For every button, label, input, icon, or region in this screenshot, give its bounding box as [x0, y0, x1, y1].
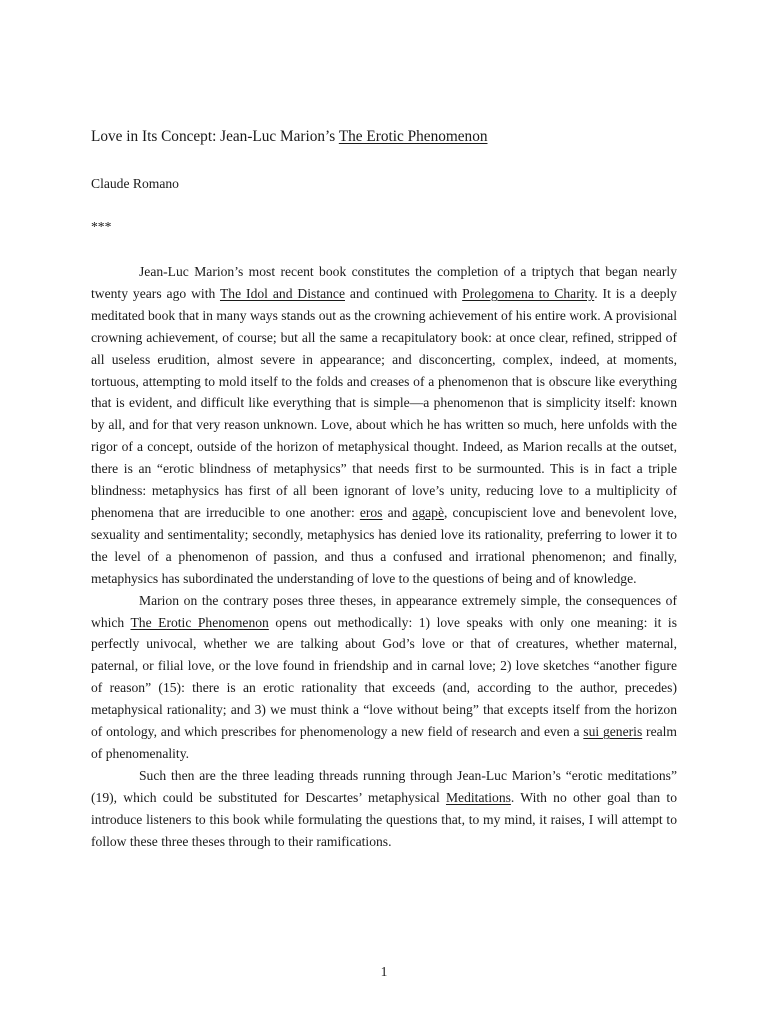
section-separator: ***: [91, 219, 112, 234]
text-run: realm of phenomenality.: [91, 724, 677, 761]
author-name: Claude Romano: [91, 176, 179, 191]
underlined-title: The Erotic Phenomenon: [130, 614, 269, 630]
underlined-title: eros: [359, 504, 383, 520]
underlined-title: Meditations: [445, 789, 511, 805]
text-run: and: [382, 504, 413, 520]
title-book: The Erotic Phenomenon: [338, 128, 488, 145]
text-run: . With no other goal than to introduce listeners to this book while formulating the questions that, to my mind, it raises, I will attempt to follow these three theses through to their ramifications.: [91, 789, 677, 849]
underlined-title: Prolegomena to Charity: [462, 285, 595, 301]
underlined-title: The Idol and Distance: [219, 285, 345, 301]
text-run: and continued with: [345, 285, 463, 301]
text-run: , concupiscient love and benevolent love, sexuality and sentimentality; secondly, metaphysics has denied love its rationality, preferring to lower it to the level of a phenomenon of passion, and thus a confused and irrational phenomenon; and finally, metaphysics has subordinated the understanding of love to the questions of being and of knowledge.: [91, 504, 677, 586]
document-title: [91, 128, 488, 146]
underlined-title: agapè: [412, 504, 444, 520]
text-run: . It is a deeply meditated book that in many ways stands out as the crowning achievement of his entire work. A provisional crowning achievement, of course; but all the same a recapitulatory book: at once clear, refined, stripped of all useless erudition, almost severe in appearance; and disconcerting, complex, indeed, at moments, tortuous, attempting to mold itself to the folds and creases of a phenomenon that is obscure like everything that is evident, and difficult like everything that is simple—a phenomenon that is simplicity itself: known by all, and for that very reason unknown. Love, about which he has written so much, here unfolds with the rigor of a concept, outside of the horizon of metaphysical thought. Indeed, as Marion recalls at the outset, there is an “erotic blindness of metaphysics” that needs first to be surmounted. This is in fact a triple blindness: metaphysics has first of all been ignorant of love’s unity, reducing love to a multiplicity of phenomena that are irreducible to one another:: [91, 285, 677, 520]
text-run: Marion on the contrary poses three theses, in appearance extremely simple, the consequences of which: [91, 592, 677, 630]
text-run: opens out methodically: 1) love speaks with only one meaning: it is perfectly univocal, whether we are talking about God’s love or that of creatures, whether maternal, paternal, or filial love, or the love found in friendship and in carnal love; 2) love sketches “another figure of reason” (15): there is an erotic rationality that exceeds (and, according to the author, precedes) metaphysical rationality; and 3) we must think a “love without being” that excepts itself from the horizon of ontology, and which prescribes for phenomenology a new field of research and even a: [91, 614, 677, 740]
text-run: Such then are the three leading threads running through Jean-Luc Marion’s “erotic meditations” (19), which could be substituted for Descartes’ metaphysical: [91, 767, 677, 805]
underlined-title: sui generis: [583, 724, 643, 740]
page-number: 1: [380, 964, 388, 979]
paragraph-3: [91, 765, 677, 853]
paragraph-2: [91, 590, 677, 765]
body-text: [91, 261, 677, 852]
title-prefix: Love in Its Concept: Jean-Luc Marion’s: [91, 128, 339, 145]
text-run: Jean-Luc Marion’s most recent book constitutes the completion of a triptych that began nearly twenty years ago with: [91, 264, 677, 301]
paragraph-1: [91, 261, 677, 590]
